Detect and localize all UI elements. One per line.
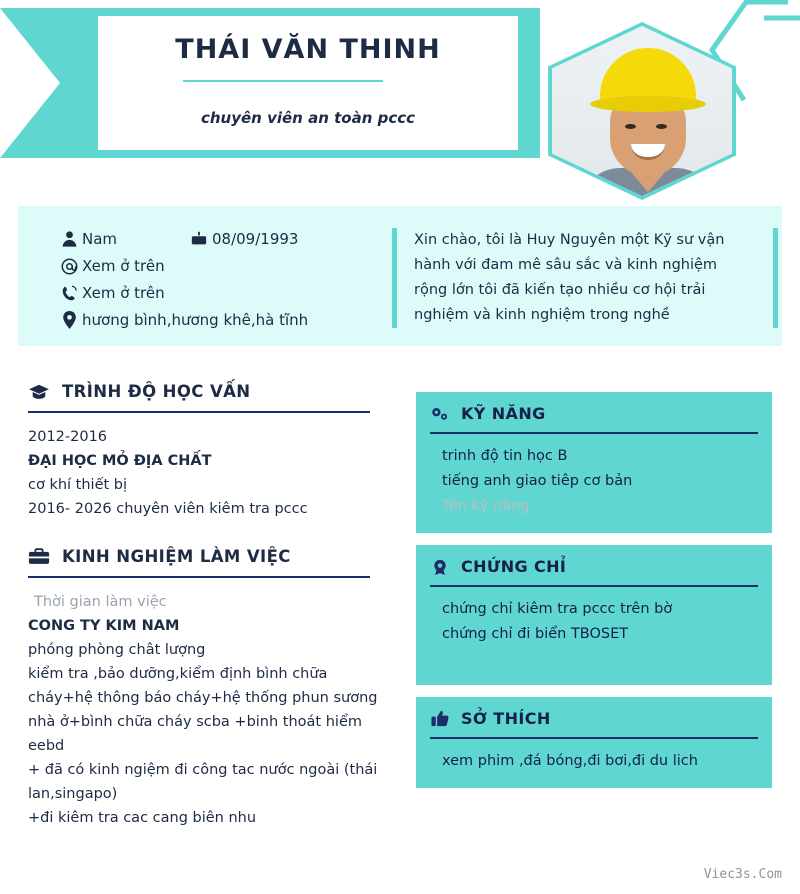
cake-icon (186, 230, 212, 248)
contact-gender: Nam (82, 230, 118, 248)
skill-item: tiếng anh giao tiêp cơ bản (442, 473, 633, 489)
experience-title: KINH NGHIỆM LÀM VIỆC (62, 547, 291, 566)
experience-period-placeholder: Thời gian làm việc (34, 594, 167, 610)
certificates-divider (430, 585, 758, 587)
watermark: Viec3s.Com (703, 867, 782, 882)
left-column (28, 382, 378, 830)
skills-panel (416, 392, 772, 533)
summary-block (392, 228, 782, 328)
resume-header (0, 0, 800, 200)
portrait-illustration (552, 26, 732, 196)
education-line: ĐẠI HỌC MỎ ĐỊA CHẤT (28, 453, 212, 469)
education-line: 2012-2016 (28, 429, 108, 445)
avatar (548, 22, 736, 200)
experience-divider (28, 576, 370, 578)
gears-icon (430, 405, 450, 423)
contact-phone: Xem ở trên (82, 284, 165, 302)
contact-band (0, 206, 800, 346)
summary-accent-right (773, 228, 778, 328)
briefcase-icon (28, 547, 50, 566)
graduation-cap-icon (28, 383, 50, 401)
contact-list (56, 230, 386, 338)
summary-accent-left (392, 228, 397, 328)
hobby-item: xem phim ,đá bóng,đi bơi,đi du lich (442, 753, 698, 769)
experience-header (28, 547, 378, 566)
experience-line: + đã có kinh ngiệm đi công tac nước ngoài (thái lan,singapo) (28, 762, 378, 802)
contact-address: hương bình,hương khê,hà tĩnh (82, 311, 309, 329)
title-divider (183, 80, 383, 82)
education-title: TRÌNH ĐỘ HỌC VẤN (62, 382, 251, 401)
person-icon (56, 230, 82, 248)
skills-title: KỸ NĂNG (461, 404, 546, 423)
contact-row-gender-birthday (56, 230, 386, 248)
skill-placeholder: Tên kỹ năng (442, 498, 530, 514)
experience-line: +đi kiêm tra cac cang biên nhu (28, 810, 257, 826)
hobbies-title: SỞ THÍCH (461, 709, 551, 728)
contact-row-email (56, 257, 386, 275)
skills-divider (430, 432, 758, 434)
hobbies-panel (416, 697, 772, 788)
certificate-item: chứng chỉ đi biển TBOSET (442, 626, 629, 642)
certificates-panel (416, 545, 772, 685)
avatar-image (552, 26, 732, 196)
phone-icon (56, 285, 82, 302)
education-line: 2016- 2026 chuyên viên kiêm tra pccc (28, 501, 308, 517)
email-icon (56, 258, 82, 275)
job-title: chuyên viên an toàn pccc (200, 109, 416, 127)
education-body (28, 425, 378, 521)
contact-row-address (56, 311, 386, 329)
education-header (28, 382, 378, 401)
contact-email: Xem ở trên (82, 257, 165, 275)
certificates-title: CHỨNG CHỈ (461, 557, 567, 576)
skill-item: trinh độ tin học B (442, 448, 568, 464)
certificate-item: chứng chỉ kiêm tra pccc trên bờ (442, 601, 673, 617)
education-divider (28, 411, 370, 413)
summary-text: Xin chào, tôi là Huy Nguyên một Kỹ sư vận hành với đam mê sâu sắc và kinh nghiệm rộng lớn tôi đã kiến tạo nhiều cơ hội trải nghiệm và kinh nghiệm trong nghề (414, 232, 725, 323)
experience-line: kiểm tra ,bảo dưỡng,kiểm định bình chữa cháy+hệ thông báo cháy+hệ thống phun sương nhà ở+bình chữa cháy scba +binh thoát hiểm eebd (28, 666, 378, 754)
page-title: THÁI VĂN THINH (175, 34, 441, 65)
contact-birthday: 08/09/1993 (212, 230, 299, 248)
experience-body (28, 590, 378, 830)
certificates-header (416, 555, 772, 576)
contact-row-phone (56, 284, 386, 302)
hobbies-divider (430, 737, 758, 739)
hobbies-header (416, 707, 772, 728)
right-column (416, 392, 772, 800)
certificate-badge-icon (430, 557, 450, 576)
location-pin-icon (56, 311, 82, 329)
education-line: cơ khí thiết bị (28, 477, 128, 493)
experience-section (28, 547, 378, 830)
skills-header (416, 402, 772, 423)
experience-company: CONG TY KIM NAM (28, 618, 180, 634)
experience-line: phóng phòng chât lượng (28, 642, 206, 658)
thumbs-up-icon (430, 709, 450, 728)
education-section (28, 382, 378, 521)
